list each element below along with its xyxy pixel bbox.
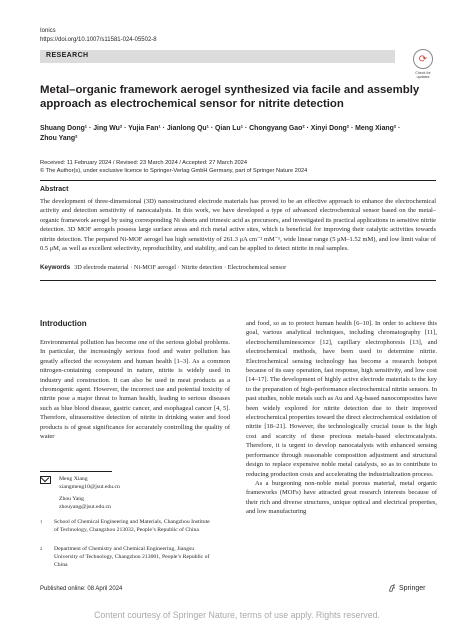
authors-line2: Zhou Yang²	[40, 135, 78, 142]
journal-name: Ionics	[40, 28, 56, 34]
divider	[40, 180, 436, 181]
corresponding-author-email[interactable]: xiangmeng10@jsut.edu.cn	[59, 484, 120, 490]
corresponding-author-name: Zhou Yang	[59, 496, 84, 502]
publisher-name: Springer	[399, 584, 426, 592]
doi-link[interactable]: https://doi.org/10.1007/s11581-024-05502-8	[40, 37, 157, 43]
intro-paragraph: As a burgeoning non-noble metal porous material, metal organic frameworks (MOFs) have attracted great research interests because of their rich and diverse structures, unique optical and electrical properties, and low manufacturing	[246, 479, 437, 516]
corresponding-author-name: Meng Xiang	[59, 476, 88, 482]
corresponding-authors	[40, 475, 120, 511]
divider	[40, 280, 436, 281]
section-bar	[40, 50, 395, 63]
affiliation-text: Department of Chemistry and Chemical Engineering, Jiangsu University of Technology, Changzhou 213001, People’s Republic of China	[54, 546, 210, 568]
check-for-updates-badge[interactable]	[409, 49, 437, 79]
article-title: Metal–organic framework aerogel synthesized via facile and assembly approach as electrochemical sensor for nitrite detection	[40, 84, 420, 110]
abstract-heading: Abstract	[40, 186, 69, 193]
keywords	[40, 264, 286, 271]
introduction-right-column	[246, 319, 437, 517]
check-updates-icon: ⟳	[413, 49, 433, 69]
section-label: RESEARCH	[46, 52, 89, 59]
affiliation	[40, 518, 210, 534]
check-badge-line2: updates	[416, 75, 430, 80]
affiliation-number: 2	[40, 546, 43, 551]
introduction-left-column: Environmental pollution has become one of the serious global problems. In particular, the increasingly serious food and water pollution has greatly affected the ecosystem and human health [1–3]. As a common nitrogen-containing compound in nature, nitrite is widely used in industry and construction. It can also be used in meat products as a chromogenic agent. However, the incorrect use and potential toxicity of nitrite pose a major threat to human health, leading to serious diseases such as blue blood disease, gastric cancer, and esophageal cancer [4, 5]. Therefore, ultrasensitive detection of nitrite in drinking water and food products is of great significance for accurately controlling the quality of water	[40, 339, 230, 441]
affiliation	[40, 545, 210, 569]
history-dates: Received: 11 February 2024 / Revised: 23 March 2024 / Accepted: 27 March 2024	[40, 160, 247, 166]
envelope-icon	[40, 476, 51, 484]
published-date: Published online: 08 April 2024	[40, 586, 123, 592]
affiliation-text: School of Chemical Engineering and Materials, Changzhou Institute of Technology, Changzhou 213032, People’s Republic of China	[54, 519, 210, 533]
article-dates	[40, 159, 307, 175]
springer-horse-icon	[388, 584, 396, 592]
keywords-text: 3D electrode material · Ni-MOF aerogel · Nitrite detection · Electrochemical sensor	[74, 264, 287, 271]
corresponding-author-email[interactable]: zhouyang@jsut.edu.cn	[59, 504, 111, 510]
check-badge-line1: Check for	[415, 71, 431, 75]
footnote-divider	[40, 471, 112, 472]
abstract-text: The development of three-dimensional (3D) nanostructured electrode materials has proved to be an effective approach to enhance the electrochemical activity and detection sensitivity of nanocatalysts. In this work, we have developed a type of advanced electrochemical sensor based on the metal–organic framework aerogel by using corresponding Ni sheets and trimesic acid as precursors, and investigated its practical applications in sensitive nitrite detection. 3D MOF aerogels possess large surface areas and rich metal active sites, which is beneficial for improving their catalytic activities towards nitrite detection. The perpared Ni-MOF aerogel has high sensitivity of 261.3 μA cm⁻² mM⁻¹, wide linear range (5 μM–1.52 mM), and low limit value of 0.5 μM, as well as excellent selectivity, reproducibility, and stability, and can be applied to detect nitrite in real samples.	[40, 198, 436, 253]
keywords-label: Keywords	[40, 264, 71, 271]
affiliation-number: 1	[40, 519, 43, 524]
introduction-heading: Introduction	[40, 319, 87, 328]
courtesy-notice: Content courtesy of Springer Nature, terms of use apply. Rights reserved.	[94, 610, 380, 620]
publisher-logo	[388, 584, 425, 592]
intro-paragraph: and food, so as to protect human health [6–10]. In order to achieve this goal, various analytical techniques, including chromatography [11], electrochemiluminescence [12], capillary electrophoresis [13], and electrochemical methods, have been used to determine nitrite. Electrochemical sensing technology has become a research hotspot because of its easy operation, fast response, high sensitivity, and low cost [14–17]. The development of highly active electrode materials is the key to the preparation of high-performance electrochemical nitrite sensors. In past studies, noble metals such as Au and Ag-based nanocomposites have been widely explored for nitrite detection due to their improved electrochemical properties toward the direct electrochemical oxidation of nitrite [18–21]. However, the technologically crucial issue is the high cost and scarcity of these precious metals-based electrocatalysts. Therefore, it is urgent to develop nanocatalysts with enhanced sensing performance through reasonable composition adjustment and structural design to replace expensive noble metal catalysts, so as to contribute to reducing production costs and accelerating the industrialization process.	[246, 320, 437, 478]
authors-line1: Shuang Dong¹ · Jing Wu² · Yujia Fan¹ · Jianlong Qu¹ · Qian Lu¹ · Chongyang Gao² · Xinyi Dong² · Meng Xiang² ·	[40, 125, 401, 132]
author-list	[40, 124, 440, 144]
copyright-line: © The Author(s), under exclusive licence to Springer-Verlag GmbH Germany, part of Springer Nature 2024	[40, 168, 308, 174]
